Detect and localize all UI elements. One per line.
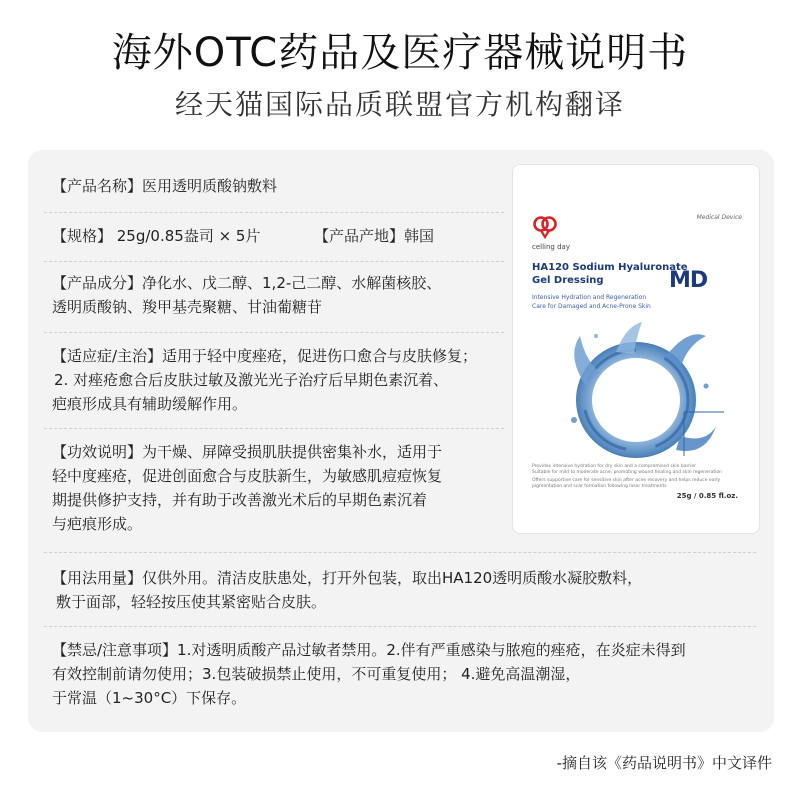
effects-line: 与疤痕形成。	[52, 515, 143, 533]
product-weight: 25g / 0.85 fl.oz.	[676, 492, 738, 500]
source-note: -摘自该《药品说明书》中文译件	[556, 754, 772, 772]
product-origin: 【产品产地】韩国	[314, 227, 435, 245]
fine-print-line: Offers supportive care for sensitive skin after acne recovery and helps reduce early	[532, 478, 721, 483]
brand-logo-icon	[532, 212, 558, 240]
divider	[44, 626, 756, 627]
product-desc-line2: Care for Damaged and Acne-Prone Skin	[532, 303, 651, 310]
medical-device-label: Medical Device	[696, 214, 742, 221]
effects-line: 【功效说明】为干燥、屏障受损肌肤提供密集补水，适用于	[52, 443, 443, 461]
warnings-line: 有效控制前请勿使用；3.包装破损禁止使用，不可重复使用； 4.避免高温潮湿，	[52, 665, 581, 683]
md-badge: MD	[669, 268, 708, 293]
page-subtitle: 经天猫国际品质联盟官方机构翻译	[174, 88, 625, 121]
water-splash-icon	[556, 316, 726, 466]
indications-line: 疤痕形成具有辅助缓解作用。	[52, 395, 248, 413]
ingredients-line: 透明质酸钠、羧甲基壳聚糖、甘油葡糖苷	[52, 298, 323, 316]
fine-print-line: Suitable for mild to moderate acne, promoting wound healing and skin regeneration	[532, 470, 723, 475]
effects-line: 期提供修护支持，并有助于改善激光术后的早期色素沉着	[52, 491, 428, 509]
product-title-line2: Gel Dressing	[532, 275, 604, 286]
product-name: 【产品名称】医用透明质酸钠敷料	[52, 177, 278, 195]
product-spec: 【规格】 25g/0.85盎司 × 5片	[52, 227, 261, 245]
usage-line: 【用法用量】仅供外用。清洁皮肤患处，打开外包装，取出HA120透明质酸水凝胶敷料，	[52, 569, 643, 587]
fine-print-line: Provides intensive hydration for dry skin and a compromised skin barrier	[532, 464, 697, 469]
fine-print-line: pigmentation and scar formation following laser treatments	[532, 484, 667, 489]
spec-row	[52, 224, 434, 248]
brand-name: celling day	[532, 243, 570, 251]
effects	[52, 440, 442, 536]
page-title: 海外OTC药品及医疗器械说明书	[111, 30, 689, 76]
effects-line: 轻中度痤疮，促进创面愈合与皮肤新生，为敏感肌痘痘恢复	[52, 467, 443, 485]
warnings-line: 【禁忌/注意事项】1.对透明质酸产品过敏者禁用。2.伴有严重感染与脓疱的痤疮，在炎症未得到	[52, 641, 686, 659]
product-title-line1: HA120 Sodium Hyaluronate	[532, 262, 688, 273]
product-image	[512, 164, 760, 534]
usage	[52, 566, 642, 614]
usage-line: 敷于面部，轻轻按压使其紧密贴合皮肤。	[56, 593, 327, 611]
ingredients-line: 【产品成分】净化水、戊二醇、1,2-己二醇、水解菌核胶、	[52, 274, 442, 292]
warnings	[52, 638, 772, 710]
indications-line: 2. 对痤疮愈合后皮肤过敏及激光光子治疗后早期色素沉着、	[54, 371, 449, 389]
divider	[44, 552, 756, 553]
indications	[52, 344, 477, 416]
divider	[44, 332, 504, 333]
ingredients	[52, 271, 441, 319]
warnings-line: 于常温（1~30°C）下保存。	[52, 689, 247, 707]
product-desc-line1: Intensive Hydration and Regeneration	[532, 294, 647, 301]
indications-line: 【适应症/主治】适用于轻中度痤疮，促进伤口愈合与皮肤修复；	[52, 347, 478, 365]
divider	[44, 428, 504, 429]
divider	[44, 212, 504, 213]
divider	[44, 261, 504, 262]
